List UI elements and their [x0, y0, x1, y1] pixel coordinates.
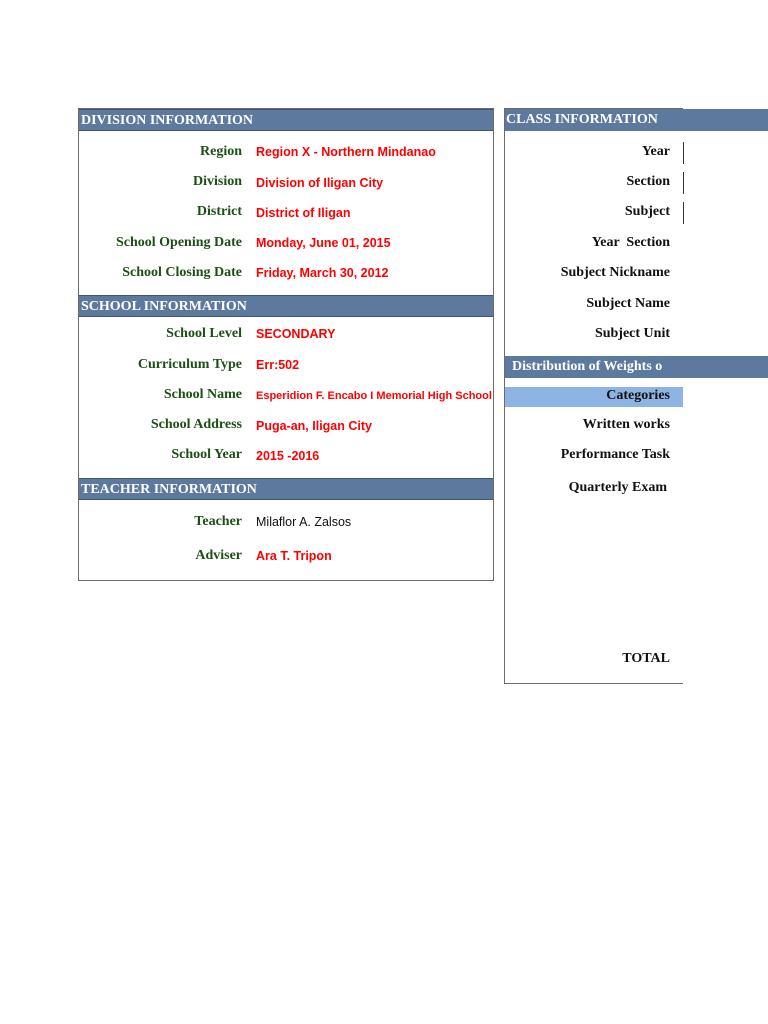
subject-cell-border[interactable]: [683, 202, 684, 224]
division-information-header: DIVISION INFORMATION: [79, 109, 493, 131]
school-name-value[interactable]: Esperidion F. Encabo I Memorial High School: [256, 390, 492, 402]
subject-name-label: Subject Name: [586, 296, 670, 311]
subject-nickname-label: Subject Nickname: [560, 265, 670, 280]
teacher-label: Teacher: [194, 514, 242, 529]
section-label: Section: [626, 174, 670, 189]
total-label: TOTAL: [622, 651, 670, 666]
year-label: Year: [642, 144, 670, 159]
performance-task-label: Performance Task: [560, 447, 670, 462]
curriculum-type-value[interactable]: Err:502: [256, 358, 300, 372]
written-works-label: Written works: [582, 417, 670, 432]
school-information-header: SCHOOL INFORMATION: [79, 295, 493, 317]
school-closing-date-value[interactable]: Friday, March 30, 2012: [256, 266, 389, 280]
year-cell-border[interactable]: [683, 142, 684, 164]
region-value[interactable]: Region X - Northern Mindanao: [256, 145, 436, 159]
section-cell-border[interactable]: [683, 172, 684, 194]
teacher-value[interactable]: Milaflor A. Zalsos: [256, 515, 352, 529]
region-label: Region: [200, 144, 242, 159]
school-address-label: School Address: [150, 417, 242, 432]
teacher-information-header: TEACHER INFORMATION: [79, 478, 493, 500]
distribution-of-weights-header: Distribution of Weights o: [505, 356, 768, 378]
school-name-label: School Name: [163, 387, 242, 402]
division-label: Division: [192, 174, 242, 189]
school-year-label: School Year: [171, 447, 242, 462]
division-value[interactable]: Division of Iligan City: [256, 176, 384, 190]
subject-label: Subject: [624, 204, 670, 219]
class-header-extension: [683, 109, 768, 131]
school-address-value[interactable]: Puga-an, Iligan City: [256, 419, 372, 433]
school-year-value[interactable]: 2015 -2016: [256, 449, 320, 463]
quarterly-exam-label: Quarterly Exam: [568, 480, 667, 495]
district-value[interactable]: District of Iligan: [256, 206, 351, 220]
class-information-header: CLASS INFORMATION: [505, 109, 683, 131]
school-level-value[interactable]: SECONDARY: [256, 327, 336, 341]
year-section-label: Year Section: [591, 235, 670, 250]
school-closing-date-label: School Closing Date: [122, 265, 242, 280]
subject-unit-label: Subject Unit: [594, 326, 670, 341]
school-opening-date-label: School Opening Date: [115, 235, 242, 250]
adviser-value[interactable]: Ara T. Tripon: [256, 549, 332, 563]
curriculum-type-label: Curriculum Type: [137, 357, 242, 372]
categories-label: Categories: [606, 388, 670, 403]
district-label: District: [196, 204, 242, 219]
school-opening-date-value[interactable]: Monday, June 01, 2015: [256, 236, 391, 250]
school-level-label: School Level: [166, 326, 242, 341]
adviser-label: Adviser: [195, 548, 242, 563]
